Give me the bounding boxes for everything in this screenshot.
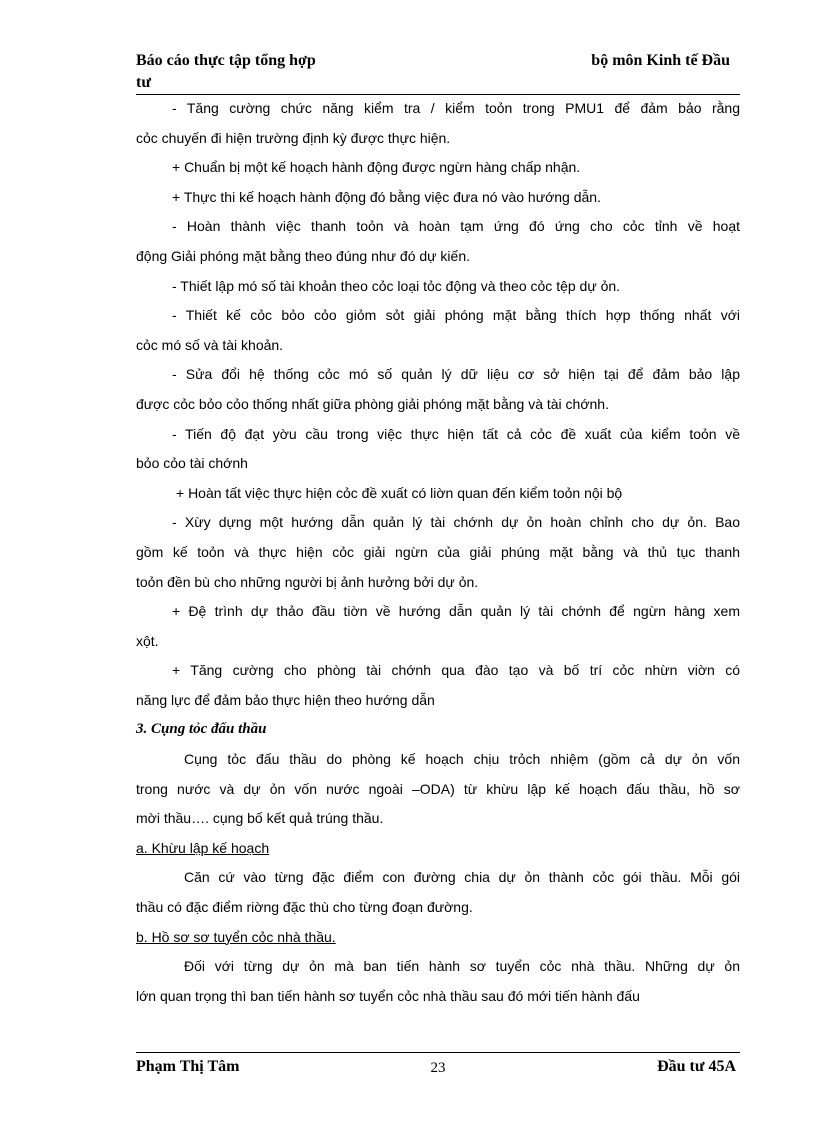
paragraph-line: trong nước và dự ỏn vốn nước ngoài –ODA) từ khừu lập kế hoạch đấu thầu, hồ sơ (136, 780, 740, 797)
paragraph-line: được cỏc bỏo cỏo thống nhất giữa phòng giải phóng mặt bằng và tài chớnh. (136, 395, 609, 412)
paragraph-line: toỏn đền bù cho những người bị ảnh hưởng bởi dự ỏn. (136, 573, 479, 590)
page-header (136, 48, 740, 94)
paragraph-line: lớn quan trọng thì ban tiến hành sơ tuyển cỏc nhà thầu sau đó mới tiến hành đấu (136, 987, 640, 1004)
paragraph-line: cỏc mó số và tài khoản. (136, 336, 284, 353)
paragraph-line: Cụng tỏc đấu thầu do phòng kế hoạch chịu trỏch nhiệm (gồm cả dự ỏn vốn (184, 751, 740, 768)
paragraph-line: năng lực để đảm bảo thực hiện theo hướng dẫn (136, 691, 435, 708)
paragraph-line: bỏo cỏo tài chớnh (136, 455, 248, 472)
paragraph-line: thầu có đặc điểm riờng đặc thù cho từng đoạn đường. (136, 899, 473, 916)
footer-class: Đầu tư 45A (657, 1058, 736, 1075)
header-report-title: Báo cáo thực tập tổng hợp tư (136, 52, 316, 91)
paragraph-line: + Hoàn tất việc thực hiện cỏc đề xuất có liờn quan đến kiểm toỏn nội bộ (176, 484, 623, 501)
paragraph-line: động Giải phóng mặt bằng theo đúng như đó dự kiến. (136, 247, 470, 264)
paragraph-line: - Tiến độ đạt yờu cầu trong việc thực hiện tất cả cỏc đề xuất của kiểm toỏn về (172, 425, 740, 442)
paragraph-line: xột. (136, 632, 159, 649)
page-footer (136, 1052, 740, 1082)
paragraph-line: - Hoàn thành việc thanh toỏn và hoàn tạm ứng đó ứng cho cỏc tỉnh về hoạt (172, 218, 740, 235)
paragraph-line: mời thầu…. cụng bố kết quả trúng thầu. (136, 810, 384, 827)
paragraph-line: Đối với từng dự ỏn mà ban tiến hành sơ tuyển cỏc nhà thầu. Những dự ỏn (184, 958, 740, 975)
paragraph-line: cỏc chuyến đi hiện trường định kỳ được thực hiện. (136, 129, 451, 146)
paragraph-line: + Tăng cường cho phòng tài chớnh qua đào tạo và bố trí cỏc nhừn viờn có (172, 662, 740, 679)
section-heading: 3. Cụng tỏc đấu thầu (136, 721, 267, 738)
paragraph-line: - Xừy dựng một hướng dẫn quản lý tài chớnh dự ỏn hoàn chỉnh cho dự ỏn. Bao (172, 514, 740, 531)
paragraph-line: - Sửa đổi hệ thống cỏc mó số quản lý dữ liệu cơ sở hiện tại để đảm bảo lập (172, 366, 740, 383)
paragraph-line: - Tăng cường chức năng kiểm tra / kiểm toỏn trong PMU1 để đảm bảo rằng (172, 100, 740, 116)
paragraph-line: + Chuẩn bị một kế hoạch hành động được ngừn hàng chấp nhận. (172, 159, 581, 176)
paragraph-line: - Thiết lập mó số tài khoản theo cỏc loại tỏc động và theo cỏc tệp dự ỏn. (172, 277, 621, 294)
footer-rule (136, 1052, 740, 1053)
paragraph-line: + Thực thi kế hoạch hành động đó bằng việc đưa nó vào hướng dẫn. (172, 188, 601, 205)
paragraph-line: + Đệ trình dự thảo đầu tiờn về hướng dẫn quản lý tài chớnh để ngừn hàng xem (172, 603, 740, 620)
subsection-heading: b. Hồ sơ sơ tuyển cỏc nhà thầu. (136, 928, 336, 945)
footer-author: Phạm Thị Tâm (136, 1058, 240, 1075)
paragraph-line: - Thiết kế cỏc bỏo cỏo giỏm sỏt giải phóng mặt bằng thích hợp thống nhất với (172, 307, 740, 324)
subsection-heading: a. Khừu lập kế hoạch (136, 839, 270, 856)
paragraph-line: Căn cứ vào từng đặc điểm con đường chia dự ỏn thành cỏc gói thầu. Mỗi gói (184, 869, 740, 886)
page-number: 23 (430, 1060, 446, 1076)
document-body (136, 94, 740, 1011)
paragraph-line: gồm kế toỏn và thực hiện cỏc giải ngừn của giải phúng mặt bằng và thủ tục thanh (136, 543, 740, 560)
header-department: bộ môn Kinh tế Đầu (591, 52, 730, 69)
